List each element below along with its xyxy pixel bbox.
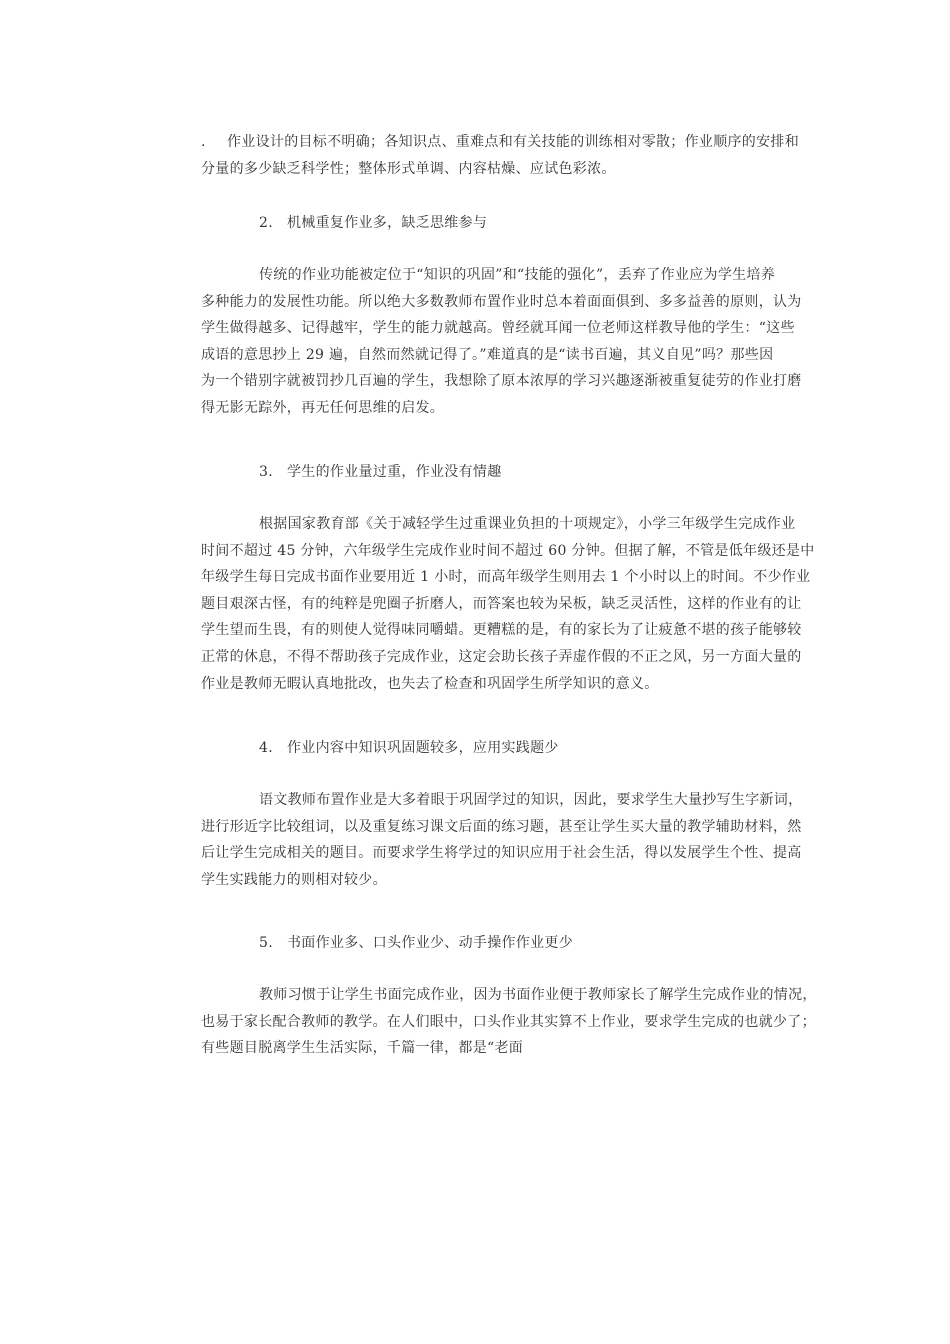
paragraph-line: 成语的意思抄上 29 遍，自然而然就记得了。”难道真的是“读书百遍，其义自见”吗？那些因: [201, 346, 774, 363]
section-paragraph-4: [201, 787, 815, 893]
section-paragraph-3: [201, 511, 815, 697]
paragraph-line: 时间不超过 45 分钟，六年级学生完成作业时间不超过 60 分钟。但据了解，不管是低年级还是中: [201, 542, 815, 559]
paragraph-line: 学生做得越多、记得越牢，学生的能力就越高。曾经就耳闻一位老师这样教导他的学生：“这些: [201, 320, 795, 337]
paragraph-line: 学生望而生畏，有的则使人觉得味同嚼蜡。更糟糕的是，有的家长为了让疲惫不堪的孩子能够较: [201, 622, 802, 639]
paragraph-line: 作业是教师无暇认真地批改，也失去了检查和巩固学生所学知识的意义。: [201, 675, 659, 692]
section-paragraph-5: [201, 982, 815, 1062]
paragraph-line: 传统的作业功能被定位于“知识的巩固”和“技能的强化”，丢弃了作业应为学生培养: [259, 267, 776, 283]
section-heading-3: [259, 459, 502, 485]
paragraph-line: 题目艰深古怪，有的纯粹是兜圈子折磨人，而答案也较为呆板，缺乏灵活性，这样的作业有的让: [201, 595, 802, 612]
paragraph-line: 进行形近字比较组词，以及重复练习课文后面的练习题，甚至让学生买大量的教学辅助材料，然: [201, 818, 802, 835]
section-number: 4.: [259, 740, 273, 756]
paragraph-line: 有些题目脱离学生生活实际，千篇一律，都是“老面: [201, 1040, 524, 1057]
paragraph-line: 学生实践能力的则相对较少。: [201, 871, 387, 888]
section-number: 3.: [259, 464, 273, 480]
intro-line: 作业设计的目标不明确；各知识点、重难点和有关技能的训练相对零散；作业顺序的安排和: [227, 134, 799, 150]
paragraph-line: 正常的休息，不得不帮助孩子完成作业，这定会助长孩子弄虚作假的不正之风，另一方面大量的: [201, 648, 802, 665]
section-heading-2: [259, 210, 487, 236]
paragraph-line: 年级学生每日完成书面作业要用近 1 小时，而高年级学生则用去 1 个小时以上的时间。不少作业: [201, 569, 811, 586]
section-number: 2.: [259, 215, 273, 231]
intro-paragraph: [201, 129, 815, 182]
section-number: 5.: [259, 935, 273, 951]
section-title: 学生的作业量过重，作业没有情趣: [287, 464, 502, 480]
paragraph-line: 为一个错别字就被罚抄几百遍的学生，我想除了原本浓厚的学习兴趣逐渐被重复徒劳的作业打磨: [201, 373, 802, 390]
paragraph-line: 语文教师布置作业是大多着眼于巩固学过的知识，因此，要求学生大量抄写生字新词，: [259, 792, 803, 808]
paragraph-line: 根据国家教育部《关于减轻学生过重课业负担的十项规定》，小学三年级学生完成作业: [259, 516, 796, 532]
section-paragraph-2: [201, 262, 815, 422]
section-heading-4: [259, 735, 559, 761]
paragraph-line: 也易于家长配合教师的教学。在人们眼中，口头作业其实算不上作业，要求学生完成的也就少了；: [201, 1013, 816, 1030]
intro-marker: .: [201, 134, 206, 150]
intro-line: 分量的多少缺乏科学性；整体形式单调、内容枯燥、应试色彩浓。: [201, 160, 616, 177]
section-title: 作业内容中知识巩固题较多，应用实践题少: [287, 740, 559, 756]
section-heading-5: [259, 930, 573, 956]
paragraph-line: 多种能力的发展性功能。所以绝大多数教师布置作业时总本着面面俱到、多多益善的原则，认为: [201, 293, 802, 310]
paragraph-line: 得无影无踪外，再无任何思维的启发。: [201, 399, 445, 416]
section-title: 书面作业多、口头作业少、动手操作作业更少: [287, 935, 573, 951]
paragraph-line: 教师习惯于让学生书面完成作业，因为书面作业便于教师家长了解学生完成作业的情况，: [259, 987, 817, 1003]
section-title: 机械重复作业多，缺乏思维参与: [287, 215, 488, 231]
paragraph-line: 后让学生完成相关的题目。而要求学生将学过的知识应用于社会生活，得以发展学生个性、提高: [201, 845, 802, 862]
